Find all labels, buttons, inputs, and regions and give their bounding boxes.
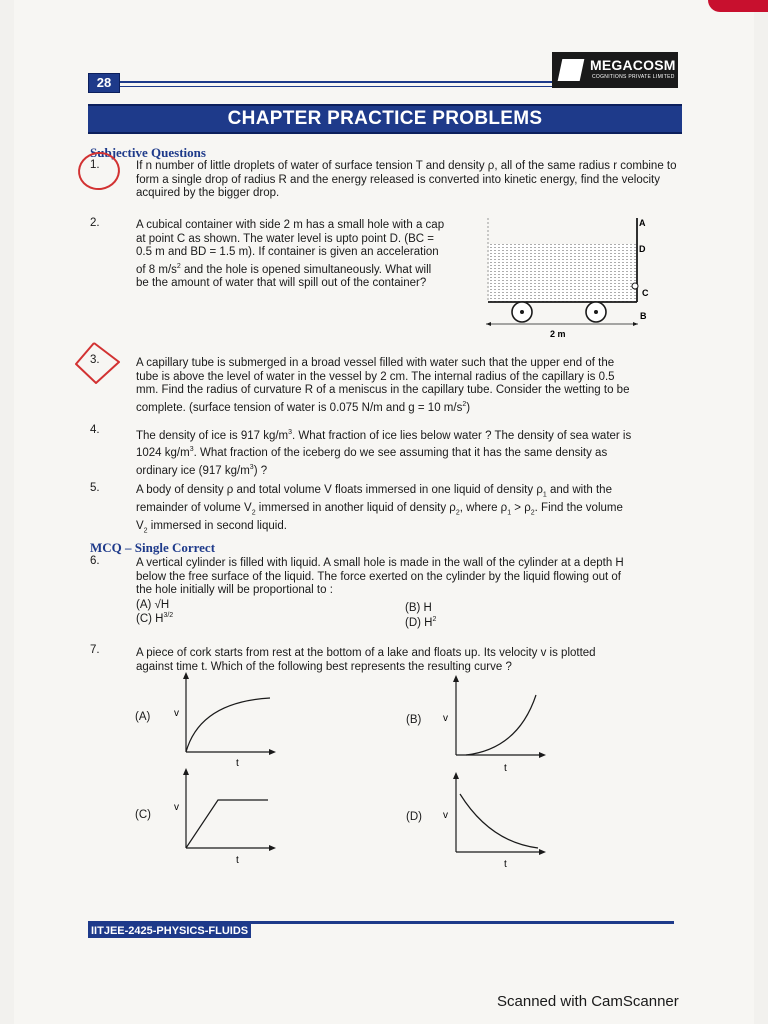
- option-c[interactable]: (C) $H^{3/2}$: [136, 612, 174, 625]
- page-edge-decoration: [708, 0, 768, 12]
- megacosm-logo: [552, 52, 678, 88]
- question-5-text: [136, 484, 681, 537]
- water-region: [489, 244, 637, 302]
- question-3-text: [136, 357, 681, 415]
- label-B: B: [640, 311, 647, 321]
- text-line: A capillary tube is submerged in a broad vessel filled with water such that the upper end of the: [136, 357, 615, 369]
- text-line: 1024 $kg/m^3$. What fraction of the iceberg do we see assuming that it has the same density as: [136, 446, 608, 460]
- logo-mark-icon: [558, 59, 585, 81]
- text-line: A body of density ρ and total volume V floats immersed in one liquid of density $\rho_1$ and with the: [136, 484, 612, 499]
- text-line: $V_2$ immersed in second liquid.: [136, 519, 287, 534]
- logo-subtitle: COGNITIONS PRIVATE LIMITED: [592, 74, 675, 80]
- label-D: D: [639, 244, 646, 254]
- text-line: of 8 $m/s^2$ and the hole is opened simultaneously. What will: [136, 262, 432, 276]
- section-mcq: MCQ – Single Correct: [90, 540, 216, 555]
- option-b[interactable]: (B) H: [405, 602, 432, 614]
- text-line: ordinary ice (917 $kg/m^3$) ?: [136, 463, 268, 477]
- text-line: complete. (surface tension of water is 0.075 N/m and g = 10 $m/s^2$): [136, 400, 471, 414]
- x-label: t: [504, 859, 507, 870]
- curve-saturating: [186, 698, 270, 752]
- text-line: mm. Find the radius of curvature R of a meniscus in the capillary tube. Consider the wetting to be: [136, 384, 630, 396]
- graph-d[interactable]: [440, 772, 550, 872]
- text-line: tube is above the level of water in the vessel by 2 cm. The internal radius of the capillary is 0.5: [136, 370, 615, 383]
- option-a[interactable]: (A) √H: [136, 599, 170, 611]
- question-number: 7.: [90, 644, 100, 656]
- text-line: A cubical container with side 2 m has a small hole with a cap: [136, 219, 445, 231]
- chapter-banner: CHAPTER PRACTICE PROBLEMS: [88, 104, 682, 134]
- x-label: t: [236, 855, 239, 866]
- graph-b-label[interactable]: (B): [406, 714, 422, 726]
- logo-name: MEGACOSM: [590, 57, 676, 73]
- y-label: v: [443, 810, 448, 821]
- text-line: the hole initially will be proportional to :: [136, 584, 333, 596]
- question-4-text: [136, 426, 681, 478]
- label-C: C: [642, 288, 649, 298]
- graph-c[interactable]: [170, 768, 280, 868]
- curve-rising: [466, 695, 536, 755]
- text-line: at point C as shown. The water level is upto point D. (BC =: [136, 232, 434, 245]
- question-number: 1.: [90, 159, 100, 171]
- graph-c-label[interactable]: (C): [135, 809, 151, 821]
- option-d[interactable]: (D) $H^2$: [405, 616, 437, 629]
- text-line: against time t. Which of the following best represents the resulting curve ?: [136, 660, 512, 673]
- container-figure: [482, 210, 662, 345]
- x-label: t: [504, 763, 507, 774]
- camscanner-watermark: Scanned with CamScanner: [497, 993, 679, 1010]
- label-A: A: [639, 218, 646, 228]
- text-line: remainder of volume $V_2$ immersed in another liquid of density $\rho_2$, where $\rho_1 > \rho_2$. Find the volume: [136, 501, 623, 517]
- y-label: v: [174, 708, 179, 719]
- page-number: 28: [88, 73, 120, 93]
- question-number: 2.: [90, 217, 100, 229]
- text-line: A piece of cork starts from rest at the bottom of a lake and floats up. Its velocity v is plotted: [136, 647, 596, 659]
- graph-a-label[interactable]: (A): [135, 711, 151, 723]
- x-label: t: [236, 758, 239, 769]
- section-subjective: Subjective Questions: [90, 145, 206, 160]
- question-7-text: [136, 647, 681, 674]
- y-label: v: [443, 713, 448, 724]
- header-rule-thin: [120, 86, 560, 87]
- header-rule: [120, 81, 560, 83]
- question-number: 3.: [90, 354, 100, 366]
- curve-ramp-flat: [186, 800, 268, 848]
- hole-cap: [632, 283, 638, 289]
- y-label: v: [174, 802, 179, 813]
- text-line: below the free surface of the liquid. The force exerted on the cylinder by the liquid flowing out of: [136, 570, 621, 583]
- text-line: be the amount of water that will spill out of the container?: [136, 276, 427, 289]
- width-label: 2 m: [550, 329, 566, 339]
- text-line: 0.5 m and BD = 1.5 m). If container is given an acceleration: [136, 246, 439, 258]
- question-number: 4.: [90, 424, 100, 436]
- question-6-text: [136, 557, 681, 598]
- footer-tag: IITJEE-2425-PHYSICS-FLUIDS: [88, 924, 251, 938]
- question-1-text: If n number of little droplets of water of surface tension T and density ρ, all of the same radius r combine to form a single drop of radius R and the energy released is converted into kinetic energy, find the velocity acquired by the bigger drop.: [136, 160, 677, 199]
- graph-b[interactable]: [440, 675, 550, 775]
- graph-a[interactable]: [170, 672, 280, 772]
- curve-decaying: [460, 794, 538, 848]
- question-number: 5.: [90, 482, 100, 494]
- graph-d-label[interactable]: (D): [406, 811, 422, 823]
- question-2-text: [136, 219, 481, 290]
- text-line: A vertical cylinder is filled with liquid. A small hole is made in the wall of the cylinder at a depth H: [136, 557, 624, 569]
- text-line: The density of ice is 917 $kg/m^3$. What fraction of ice lies below water ? The density of sea water is: [136, 429, 632, 442]
- question-number: 6.: [90, 555, 100, 567]
